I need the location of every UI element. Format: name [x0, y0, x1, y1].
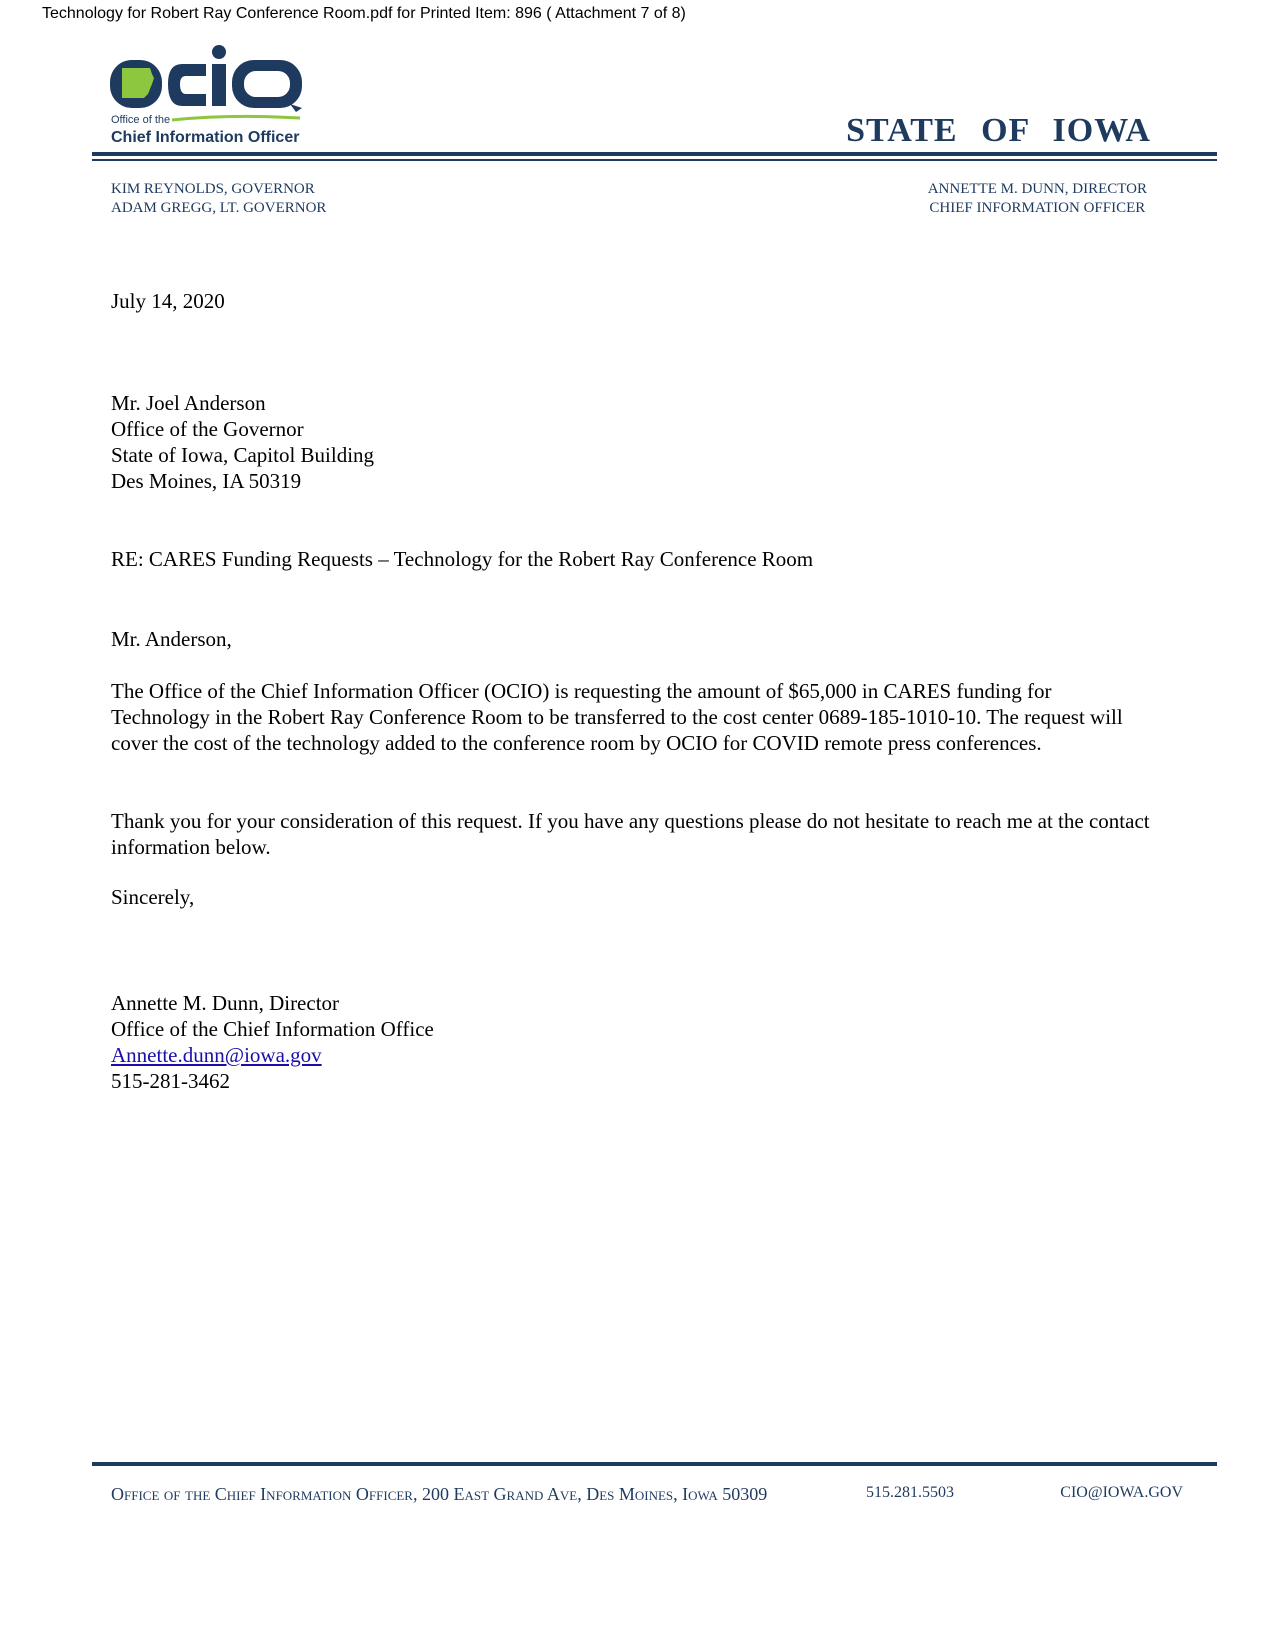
governor-line: KIM REYNOLDS, GOVERNOR: [111, 181, 315, 197]
header-rule: [92, 152, 1217, 156]
closing: Sincerely,: [111, 885, 195, 909]
body-paragraph-2: Thank you for your consideration of this request. If you have any questions please do not hesitate to reach me at the contact information below.: [111, 809, 1150, 859]
body-paragraph-1: The Office of the Chief Information Officer (OCIO) is requesting the amount of $65,000 in CARES funding for Technology in the Robert Ray Conference Room to be transferred to the cost center 0689-185-1010-10. The request will cover the cost of the technology added to the conference room by OCIO for COVID remote press conferences.: [111, 679, 1123, 755]
signer-email-link[interactable]: Annette.dunn@iowa.gov: [111, 1043, 322, 1067]
recipient-name: Mr. Joel Anderson: [111, 391, 266, 415]
logo-subtitle-2: Chief Information Officer: [111, 129, 300, 146]
state-title: STATE OF IOWA: [846, 112, 1151, 149]
governor-block: [111, 180, 326, 218]
director-line: ANNETTE M. DUNN, DIRECTOR: [927, 181, 1147, 197]
lt-governor-line: ADAM GREGG, LT. GOVERNOR: [111, 200, 327, 216]
letter-date: July 14, 2020: [111, 289, 225, 313]
re-line: RE: CARES Funding Requests – Technology for the Robert Ray Conference Room: [111, 547, 814, 571]
recipient-address: [111, 390, 374, 494]
signature-block: [111, 990, 434, 1094]
director-block: [928, 180, 1147, 218]
footer-email: CIO@IOWA.GOV: [1060, 1484, 1183, 1501]
signer-name: Annette M. Dunn, Director: [111, 991, 340, 1015]
print-header: Technology for Robert Ray Conference Room.pdf for Printed Item: 896 ( Attachment 7 of 8): [42, 5, 686, 22]
logo-subtitle-1: Office of the: [111, 114, 171, 126]
footer-phone: 515.281.5503: [866, 1484, 954, 1501]
cio-title-line: CHIEF INFORMATION OFFICER: [929, 200, 1146, 216]
recipient-city: Des Moines, IA 50319: [111, 469, 302, 493]
recipient-office: Office of the Governor: [111, 417, 304, 441]
header-rule-thin: [92, 159, 1217, 161]
signer-phone: 515-281-3462: [111, 1069, 230, 1093]
signer-office: Office of the Chief Information Office: [111, 1017, 434, 1041]
recipient-building: State of Iowa, Capitol Building: [111, 443, 375, 467]
salutation: Mr. Anderson,: [111, 627, 232, 651]
footer-address: Office of the Chief Information Officer, 200 East Grand Ave, Des Moines, Iowa 50309: [111, 1484, 768, 1504]
footer-rule: [92, 1462, 1217, 1466]
